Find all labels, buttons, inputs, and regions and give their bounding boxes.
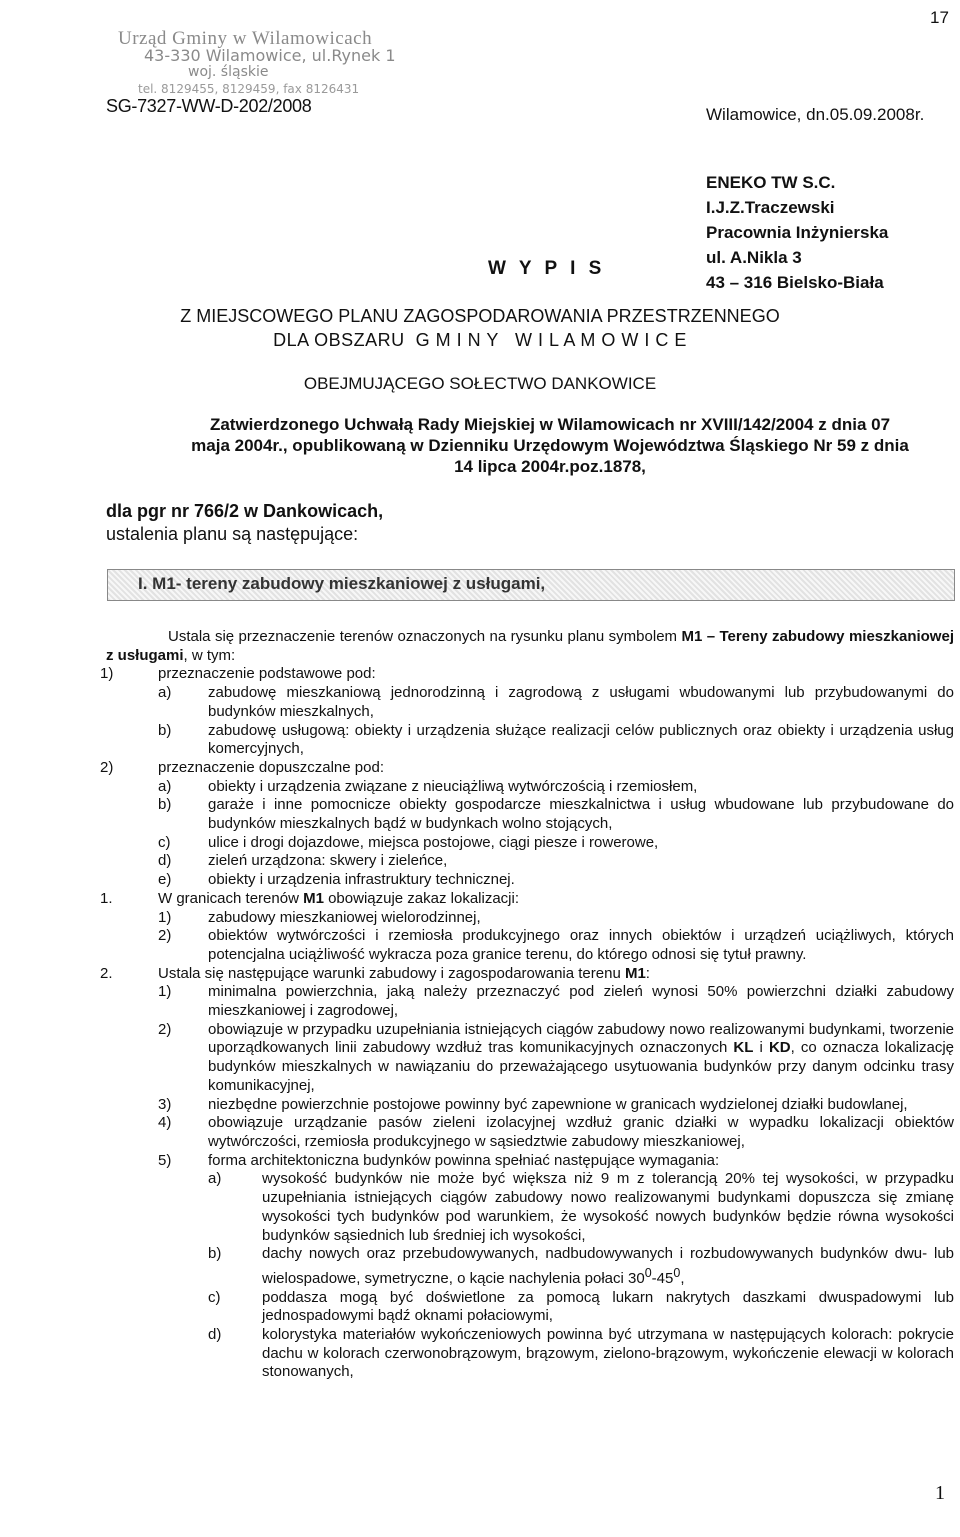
item-text: forma architektoniczna budynków powinna spełniać następujące wymagania:	[208, 1151, 720, 1169]
item-marker: 1)	[100, 665, 114, 683]
form-requirement	[106, 1289, 954, 1326]
item-text: , co oznacza lokalizację budynków mieszkalnych w nawiązaniu do przeważającego usytuowania budynków przy danym odcinku trasy komunikacyjnej,	[208, 1039, 954, 1094]
item-text: poddasza mogą być doświetlone za pomocą lukarn nakrytych daszkami dwuspadowymi lub jednospadowymi bądź oknami połaciowymi,	[262, 1288, 954, 1325]
parcel-line: dla pgr nr 766/2 w Dankowicach,	[106, 501, 384, 521]
degree-superscript: 0	[644, 1265, 652, 1280]
stamp-line: 43-330 Wilamowice, ul.Rynek 1	[144, 46, 396, 65]
item-marker: 1)	[158, 908, 172, 926]
section-subitem	[106, 1096, 954, 1115]
item-text: dachy nowych oraz przebudowywanych, nadbudowywanych i rozbudowywanych budynków dwu- lub wielospadowe, symetryczne, o kącie nachylenia połaci 30	[262, 1245, 954, 1287]
purpose-subitem	[106, 684, 954, 721]
addressee-line: Pracownia Inżynierska	[706, 223, 889, 242]
intro-text: Ustala się przeznaczenie terenów oznaczonych na rysunku planu symbolem	[168, 628, 682, 645]
stamp-line: tel. 8129455, 8129459, fax 8126431	[138, 82, 360, 96]
purpose-subitem	[106, 852, 954, 871]
degree-superscript: 0	[673, 1265, 681, 1280]
item-text: i	[753, 1039, 769, 1057]
item-text: zieleń urządzona: skwery i zieleńce,	[208, 852, 448, 870]
form-requirement	[106, 1245, 954, 1288]
item-marker: 2)	[158, 1020, 172, 1038]
item-text: ,	[680, 1269, 685, 1287]
intro-paragraph	[106, 628, 954, 665]
item-marker: 4)	[158, 1114, 172, 1132]
item-text: przeznaczenie dopuszczalne pod:	[158, 758, 384, 776]
item-text: obowiązuje w przypadku uzupełniania istniejących ciągów zabudowy nowo realizowanymi budynkami, tworzenie uporządkowanych linii zabudowy wzdłuż tras komunikacyjnych oznaczonych	[208, 1020, 954, 1057]
item-text: :	[645, 964, 650, 982]
purpose-subitem	[106, 722, 954, 759]
form-requirement	[106, 1326, 954, 1382]
item-marker: 1)	[158, 983, 172, 1001]
plan-heading-line: DLA OBSZARU G M I N Y W I L A M O W I C E	[273, 330, 687, 350]
item-text: obiektów wytwórczości i rzemiosła produkcyjnego oraz innych obiektów i urządzeń uciążliwych, których potencjalna uciążliwość wykracza poza granice terenu, do którego odnosi się tytuł prawny.	[208, 927, 954, 963]
section-banner-text: I. M1- tereny zabudowy mieszkaniowej z usługami,	[138, 574, 546, 593]
stamp-line: woj. śląskie	[188, 64, 269, 80]
item-text: wysokość budynków nie może być większa niż 9 m z tolerancją 20% tej wysokości, w przypadku uzupełniania istniejących ciągów zabudowy nowo realizowanymi budynkami dopuszcza się zmianę wysokości tych budynków pod warunkiem, że wysokość nowych budynków będzie równa wysokości budynków sąsiednich lub średniej ich wysokości,	[262, 1170, 954, 1244]
reference-number: SG-7327-WW-D-202/2008	[106, 96, 312, 116]
item-text: kolorystyka materiałów wykończeniowych powinna być utrzymana w następujących kolorach: pokrycie dachu w kolorach czerwonobrązowym, brązowym, zielono-brązowym, wykończenie elewacji w kolorach stonowanych,	[262, 1326, 954, 1381]
item-text: W granicach terenów	[158, 889, 304, 907]
stamp-line: Urząd Gminy w Wilamowicach	[118, 28, 373, 49]
item-marker: 2)	[158, 927, 172, 945]
item-marker: c)	[158, 833, 171, 851]
item-text: minimalna powierzchnia, jaką należy przeznaczyć pod zieleń wynosi 50% powierzchni działki zabudowy mieszkaniowej i zagrodowej,	[208, 983, 954, 1020]
section-marker: 1.	[100, 889, 113, 907]
section-marker: 2.	[100, 964, 113, 982]
section-subitem	[106, 1114, 954, 1151]
item-text: ulice i drogi dojazdowe, miejsca postojowe, ciągi piesze i rowerowe,	[208, 833, 659, 851]
intro-text: , w tym:	[183, 646, 236, 664]
item-marker: a)	[208, 1170, 222, 1188]
item-text: przeznaczenie podstawowe pod:	[158, 665, 376, 683]
item-marker: d)	[158, 852, 172, 870]
item-bold: KL	[733, 1039, 754, 1057]
document-type-title: W Y P I S	[488, 258, 606, 279]
item-text: -45	[651, 1269, 674, 1287]
parcel-line: ustalenia planu są następujące:	[106, 524, 359, 544]
regulations-body	[100, 628, 954, 1382]
item-text: obiekty i urządzenia związane z nieuciążliwą wytwórczością i rzemiosłem,	[208, 777, 698, 795]
village-heading: OBEJMUJĄCEGO SOŁECTWO DANKOWICE	[303, 374, 657, 393]
section-subitem	[106, 1021, 954, 1096]
section-item	[100, 964, 954, 984]
item-marker: a)	[158, 777, 172, 795]
item-marker: 2)	[100, 758, 114, 776]
item-text: niezbędne powierzchnie postojowe powinny być zapewnione w granicach wydzielonej działki budowlanej,	[208, 1095, 908, 1113]
page-number-bottom: 1	[935, 1482, 945, 1504]
purpose-subitem	[106, 778, 954, 797]
section-item	[100, 889, 954, 909]
item-marker: 5)	[158, 1151, 172, 1169]
item-marker: b)	[158, 796, 172, 814]
item-bold: KD	[768, 1039, 791, 1057]
form-requirement	[106, 1170, 954, 1245]
item-text: zabudowy mieszkaniowej wielorodzinnej,	[208, 908, 481, 926]
office-stamp	[118, 30, 478, 98]
item-marker: d)	[208, 1326, 222, 1344]
item-text: Ustala się następujące warunki zabudowy i zagospodarowania terenu	[158, 964, 625, 982]
item-marker: a)	[158, 684, 172, 702]
item-text: garaże i inne pomocnicze obiekty gospodarcze mieszkalnictwa i usług wbudowane lub przybudowane do budynków mieszkalnych bądź w budynkach wolno stojących,	[208, 796, 954, 833]
page-number-top: 17	[930, 8, 949, 27]
plan-heading	[0, 304, 960, 352]
date-line: Wilamowice, dn.05.09.2008r.	[706, 105, 925, 124]
parcel-block	[106, 500, 383, 546]
item-bold: M1	[303, 889, 324, 907]
item-text: zabudowę usługową: obiekty i urządzenia służące realizacji celów publicznych oraz obiekty i urządzenia usług komercyjnych,	[208, 721, 954, 758]
purpose-item	[100, 665, 954, 684]
resolution-reference: Zatwierdzonego Uchwałą Rady Miejskiej w Wilamowicach nr XVIII/142/2004 z dnia 07 maja 2004r., opublikowaną w Dzienniku Urzędowym Województwa Śląskiego Nr 59 z dnia 14 lipca 2004r.poz.1878,	[191, 415, 909, 476]
plan-heading-line: Z MIEJSCOWEGO PLANU ZAGOSPODAROWANIA PRZESTRZENNEGO	[180, 306, 780, 326]
item-marker: 3)	[158, 1095, 172, 1113]
addressee-line: ul. A.Nikla 3	[706, 248, 802, 267]
addressee-line: 43 – 316 Bielsko-Biała	[706, 273, 884, 292]
section-subitem	[106, 983, 954, 1020]
item-marker: e)	[158, 871, 172, 889]
addressee-line: ENEKO TW S.C. I.J.Z.Traczewski	[706, 173, 836, 217]
purpose-subitem	[106, 834, 954, 853]
item-text: obowiązuje urządzanie pasów zieleni izolacyjnej wzdłuż granic działki w wypadku lokalizacji obiektów wytwórczości, rzemiosła produkcyjnego w sąsiedztwie zabudowy mieszkaniowej,	[208, 1114, 954, 1150]
purpose-subitem	[106, 796, 954, 833]
item-text: obiekty i urządzenia infrastruktury technicznej.	[208, 871, 515, 889]
item-bold: M1	[624, 964, 646, 982]
item-text: obowiązuje zakaz lokalizacji:	[323, 889, 520, 907]
item-marker: b)	[208, 1245, 222, 1263]
addressee-block	[706, 170, 960, 295]
purpose-item	[100, 758, 954, 778]
section-subitem	[106, 927, 954, 964]
item-marker: b)	[158, 721, 172, 739]
section-banner	[107, 569, 955, 601]
section-subitem	[106, 1152, 954, 1171]
item-text: zabudowę mieszkaniową jednorodzinną i zagrodową z usługami wbudowanymi lub przybudowanymi do budynków mieszkalnych,	[208, 684, 954, 720]
purpose-subitem	[106, 871, 954, 890]
item-marker: c)	[208, 1288, 221, 1306]
intro-bold: M1 – Tereny zabudowy mieszkaniowej z usługami	[106, 628, 954, 664]
section-subitem	[106, 909, 954, 928]
